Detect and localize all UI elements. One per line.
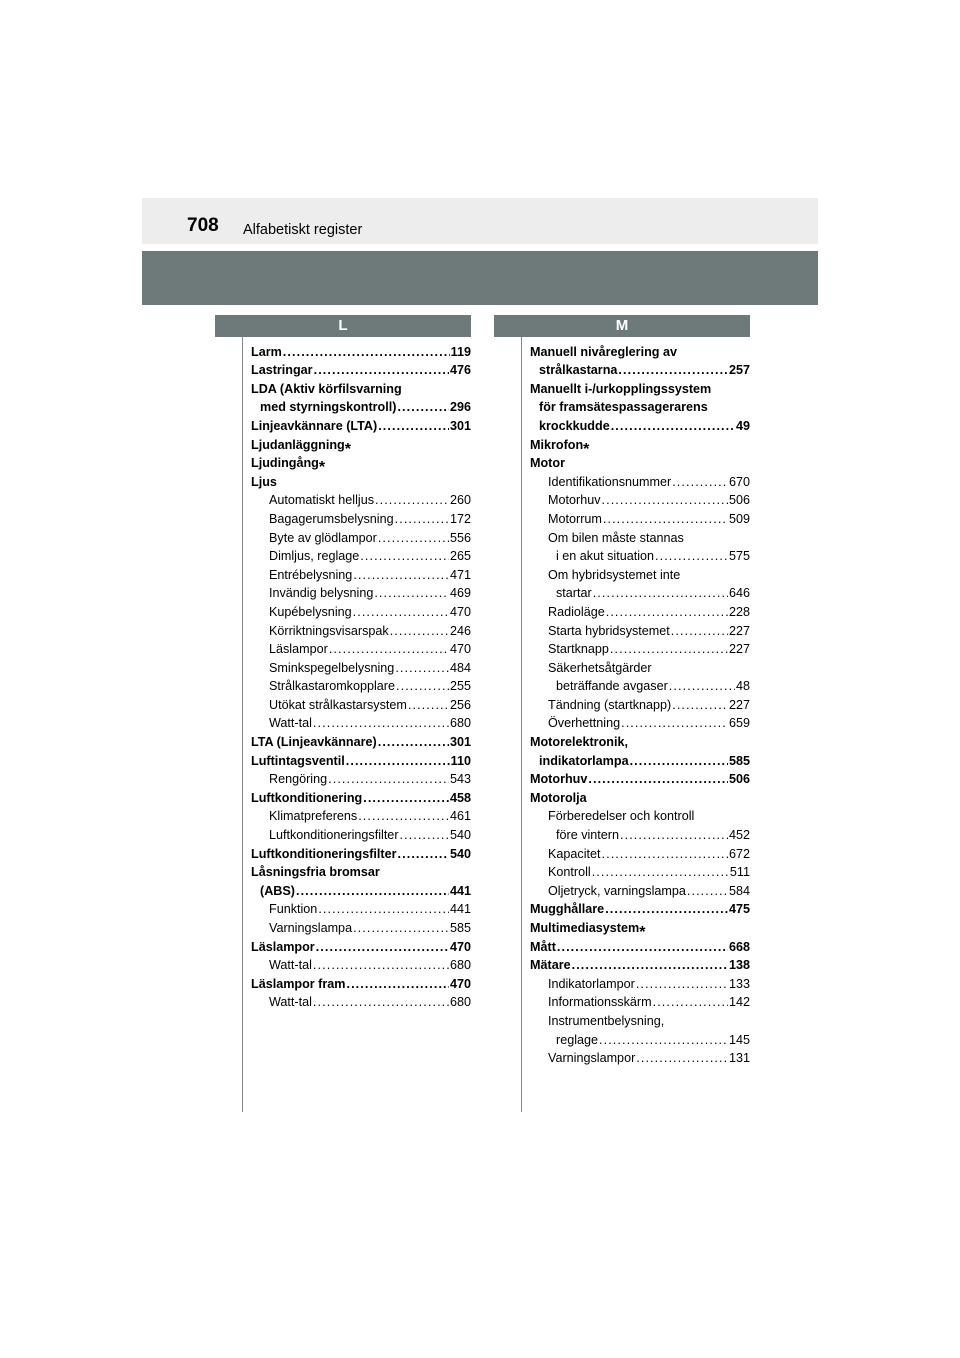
entry-term: Låsningsfria bromsar bbox=[251, 865, 380, 880]
entry-page-number: 469 bbox=[449, 586, 471, 601]
entry-page-number: 257 bbox=[728, 363, 750, 378]
index-entry bbox=[251, 749, 471, 768]
entry-term: Motorelektronik, bbox=[530, 735, 628, 750]
index-entry bbox=[530, 842, 750, 861]
entry-term: Multimediasystem bbox=[530, 921, 640, 935]
dot-leader bbox=[603, 512, 728, 526]
entry-page-number: 556 bbox=[449, 530, 471, 545]
dot-leader bbox=[557, 940, 728, 954]
dot-leader bbox=[572, 958, 728, 972]
index-entry bbox=[530, 675, 750, 694]
entry-term: Luftintagsventil bbox=[251, 753, 345, 768]
index-entry bbox=[251, 916, 471, 935]
entry-term: Säkerhetsåtgärder bbox=[548, 660, 652, 675]
dot-leader bbox=[395, 661, 449, 675]
entry-term: Klimatpreferens bbox=[269, 809, 358, 824]
index-entry bbox=[530, 972, 750, 991]
index-entry bbox=[251, 954, 471, 973]
dot-leader bbox=[593, 586, 728, 600]
index-entry bbox=[251, 861, 471, 880]
dot-leader bbox=[353, 921, 449, 935]
index-entry bbox=[530, 861, 750, 880]
entry-term: Motorhuv bbox=[548, 493, 601, 508]
dot-leader bbox=[602, 493, 728, 507]
entry-term: Manuell nivåreglering av bbox=[530, 344, 677, 359]
index-entry bbox=[251, 470, 471, 489]
index-entry bbox=[530, 898, 750, 917]
entry-page-number: 585 bbox=[449, 921, 471, 935]
index-entry bbox=[251, 656, 471, 675]
index-entry bbox=[530, 545, 750, 564]
entry-page-number: 584 bbox=[728, 883, 750, 898]
entry-page-number: 228 bbox=[728, 604, 750, 619]
dot-leader bbox=[397, 400, 449, 414]
index-entry bbox=[530, 991, 750, 1010]
dot-leader bbox=[313, 995, 449, 1009]
index-entry bbox=[530, 507, 750, 526]
dot-leader bbox=[296, 884, 449, 898]
entry-term: Kontroll bbox=[548, 865, 591, 880]
entry-term: Förberedelser och kontroll bbox=[548, 809, 695, 824]
index-entry bbox=[251, 526, 471, 545]
index-entry bbox=[530, 526, 750, 545]
entry-page-number: 260 bbox=[449, 493, 471, 508]
entry-term: Rengöring bbox=[269, 772, 328, 787]
entry-term: Mugghållare bbox=[530, 902, 605, 917]
dot-leader bbox=[378, 419, 449, 433]
entry-term: Läslampor bbox=[251, 939, 315, 954]
entry-page-number: 301 bbox=[449, 418, 471, 433]
entry-page-number: 680 bbox=[449, 716, 471, 731]
entry-page-number: 227 bbox=[728, 642, 750, 657]
dot-leader bbox=[313, 958, 449, 972]
dot-leader bbox=[375, 493, 449, 507]
dot-leader bbox=[611, 419, 735, 433]
entry-page-number: 133 bbox=[728, 976, 750, 991]
entry-term: Lastringar bbox=[251, 363, 313, 378]
dot-leader bbox=[374, 586, 449, 600]
entry-page-number: 506 bbox=[728, 493, 750, 508]
dot-leader bbox=[620, 828, 728, 842]
entry-term: (ABS) bbox=[260, 883, 295, 898]
entry-page-number: 470 bbox=[449, 976, 471, 991]
entry-term: Luftkonditioneringsfilter bbox=[251, 846, 397, 861]
index-entry bbox=[251, 377, 471, 396]
entry-page-number: 441 bbox=[449, 902, 471, 917]
entry-term: Om bilen måste stannas bbox=[548, 530, 684, 545]
dot-leader bbox=[606, 605, 728, 619]
index-entry bbox=[530, 954, 750, 973]
index-entry bbox=[530, 693, 750, 712]
dot-leader bbox=[358, 809, 449, 823]
index-entry: Multimediasystem * bbox=[530, 921, 646, 941]
index-entry bbox=[251, 675, 471, 694]
index-entry bbox=[251, 730, 471, 749]
dot-leader bbox=[592, 865, 729, 879]
entry-page-number: 461 bbox=[449, 809, 471, 824]
entry-term: Byte av glödlampor bbox=[269, 530, 377, 545]
index-entry bbox=[530, 656, 750, 675]
entry-term: Luftkonditioneringsfilter bbox=[269, 828, 399, 843]
index-entry bbox=[530, 879, 750, 898]
dot-leader bbox=[360, 549, 449, 563]
entry-term: Invändig belysning bbox=[269, 586, 374, 601]
entry-term: Mätare bbox=[530, 958, 571, 973]
index-entry bbox=[530, 749, 750, 768]
index-column-l bbox=[251, 340, 471, 1009]
index-entry bbox=[251, 582, 471, 601]
index-entry: Mikrofon * bbox=[530, 437, 590, 458]
dot-leader bbox=[328, 772, 449, 786]
entry-term: Luftkonditionering bbox=[251, 790, 363, 805]
entry-term: strålkastarna bbox=[539, 363, 618, 378]
entry-page-number: 476 bbox=[449, 363, 471, 378]
entry-page-number: 470 bbox=[449, 604, 471, 619]
dot-leader bbox=[602, 847, 728, 861]
dot-leader bbox=[672, 698, 728, 712]
dot-leader bbox=[353, 568, 449, 582]
index-entry bbox=[251, 638, 471, 657]
index-entry bbox=[251, 359, 471, 378]
entry-term: indikatorlampa bbox=[539, 753, 629, 768]
index-column-m bbox=[530, 340, 750, 1065]
entry-term: Utökat strålkastarsystem bbox=[269, 697, 407, 712]
entry-term: startar bbox=[556, 586, 592, 601]
entry-term: före vintern bbox=[556, 828, 619, 843]
dot-leader bbox=[636, 1051, 728, 1065]
entry-page-number: 265 bbox=[449, 549, 471, 564]
entry-term: Motorhuv bbox=[530, 772, 588, 787]
entry-page-number: 452 bbox=[728, 828, 750, 843]
dot-leader bbox=[378, 735, 449, 749]
entry-term: Varningslampa bbox=[269, 921, 353, 935]
dot-leader bbox=[630, 754, 728, 768]
dot-leader bbox=[396, 679, 449, 693]
index-entry: Ljudanläggning * bbox=[251, 437, 351, 458]
index-entry bbox=[530, 600, 750, 619]
index-entry bbox=[530, 452, 750, 471]
entry-page-number: 227 bbox=[728, 623, 750, 638]
dot-leader bbox=[669, 679, 735, 693]
entry-term: Manuellt i-/urkopplingssystem bbox=[530, 381, 712, 396]
index-entry bbox=[530, 414, 750, 433]
entry-term: Starta hybridsystemet bbox=[548, 623, 670, 638]
entry-page-number: 543 bbox=[449, 772, 471, 787]
entry-page-number: 49 bbox=[735, 418, 750, 433]
page-number: 708 bbox=[187, 215, 219, 236]
entry-page-number: 301 bbox=[449, 735, 471, 750]
entry-page-number: 668 bbox=[728, 939, 750, 954]
column-divider bbox=[242, 337, 243, 1112]
dot-leader bbox=[672, 475, 728, 489]
index-entry bbox=[530, 582, 750, 601]
section-title: Alfabetiskt register bbox=[243, 222, 363, 238]
letter-heading-m: M bbox=[494, 315, 750, 337]
index-entry bbox=[251, 340, 471, 359]
entry-page-number: 540 bbox=[449, 828, 471, 843]
entry-page-number: 646 bbox=[728, 586, 750, 601]
entry-page-number: 458 bbox=[449, 790, 471, 805]
dot-leader bbox=[283, 345, 450, 359]
entry-term: Om hybridsystemet inte bbox=[548, 567, 681, 582]
index-entry bbox=[530, 359, 750, 378]
index-entry bbox=[251, 507, 471, 526]
dot-leader bbox=[588, 772, 728, 786]
index-entry bbox=[251, 972, 471, 991]
entry-page-number: 131 bbox=[728, 1051, 750, 1066]
letter-heading-l: L bbox=[215, 315, 471, 337]
dot-leader bbox=[390, 624, 449, 638]
entry-page-number: 672 bbox=[728, 846, 750, 861]
index-entry bbox=[251, 786, 471, 805]
entry-term: Automatiskt helljus bbox=[269, 493, 374, 508]
entry-term: Entrébelysning bbox=[269, 567, 353, 582]
index-entry bbox=[530, 563, 750, 582]
entry-page-number: 670 bbox=[728, 474, 750, 489]
index-entry bbox=[251, 768, 471, 787]
entry-page-number: 506 bbox=[728, 772, 750, 787]
index-entry bbox=[530, 730, 750, 749]
entry-page-number: 475 bbox=[728, 902, 750, 917]
entry-term: LDA (Aktiv körfilsvarning bbox=[251, 381, 402, 396]
entry-page-number: 540 bbox=[449, 846, 471, 861]
index-entry bbox=[251, 563, 471, 582]
dot-leader bbox=[346, 977, 449, 991]
index-entry bbox=[530, 1047, 750, 1066]
entry-term: beträffande avgaser bbox=[556, 679, 668, 694]
entry-term: LTA (Linjeavkännare) bbox=[251, 735, 377, 750]
index-entry bbox=[530, 712, 750, 731]
index-entry bbox=[251, 991, 471, 1010]
entry-page-number: 256 bbox=[449, 697, 471, 712]
index-entry bbox=[251, 414, 471, 433]
entry-term: Watt-tal bbox=[269, 716, 312, 731]
entry-term: Motorrum bbox=[548, 511, 602, 526]
index-entry bbox=[251, 879, 471, 898]
dot-leader bbox=[653, 995, 728, 1009]
entry-term: Bagagerumsbelysning bbox=[269, 511, 394, 526]
entry-term: Läslampor bbox=[269, 642, 328, 657]
entry-page-number: 441 bbox=[449, 883, 471, 898]
entry-page-number: 145 bbox=[728, 1032, 750, 1047]
entry-term: Linjeavkännare (LTA) bbox=[251, 418, 378, 433]
entry-page-number: 511 bbox=[729, 865, 750, 880]
entry-page-number: 172 bbox=[449, 511, 471, 526]
entry-term: Strålkastaromkopplare bbox=[269, 679, 395, 694]
dot-leader bbox=[363, 791, 449, 805]
dot-leader bbox=[610, 642, 728, 656]
dot-leader bbox=[314, 363, 449, 377]
entry-term: Kupébelysning bbox=[269, 604, 352, 619]
entry-page-number: 509 bbox=[728, 511, 750, 526]
entry-page-number: 296 bbox=[449, 400, 471, 415]
entry-term: Ljudingång bbox=[251, 456, 319, 471]
entry-page-number: 142 bbox=[728, 995, 750, 1010]
index-entry bbox=[251, 935, 471, 954]
dot-leader bbox=[599, 1033, 728, 1047]
index-entry bbox=[251, 805, 471, 824]
index-entry bbox=[251, 842, 471, 861]
index-entry bbox=[251, 600, 471, 619]
entry-term: Tändning (startknapp) bbox=[548, 697, 672, 712]
index-entry bbox=[530, 377, 750, 396]
dot-leader bbox=[671, 624, 728, 638]
entry-term: Överhettning bbox=[548, 716, 621, 731]
entry-term: Watt-tal bbox=[269, 958, 312, 973]
dot-leader bbox=[398, 847, 449, 861]
entry-term: Körriktningsvisarspak bbox=[269, 623, 389, 638]
entry-term: Mått bbox=[530, 939, 556, 954]
entry-term: Motorolja bbox=[530, 790, 587, 805]
index-entry: Ljudingång * bbox=[251, 456, 326, 477]
index-entry bbox=[530, 470, 750, 489]
entry-page-number: 470 bbox=[449, 642, 471, 657]
entry-page-number: 48 bbox=[735, 679, 750, 694]
dot-leader bbox=[687, 884, 728, 898]
dot-leader bbox=[346, 754, 450, 768]
index-entry bbox=[530, 786, 750, 805]
entry-term: i en akut situation bbox=[556, 549, 655, 564]
dot-leader bbox=[378, 531, 449, 545]
index-entry bbox=[530, 823, 750, 842]
index-entry bbox=[251, 712, 471, 731]
entry-term: Läslampor fram bbox=[251, 976, 346, 991]
index-entry bbox=[251, 396, 471, 415]
dot-leader bbox=[618, 363, 728, 377]
entry-term: Funktion bbox=[269, 902, 318, 917]
entry-term: Oljetryck, varningslampa bbox=[548, 883, 686, 898]
index-entry bbox=[530, 768, 750, 787]
entry-page-number: 138 bbox=[728, 958, 750, 973]
entry-term: Radioläge bbox=[548, 604, 605, 619]
index-entry bbox=[530, 638, 750, 657]
decorative-band bbox=[142, 251, 818, 305]
entry-term: Ljus bbox=[251, 474, 277, 489]
entry-page-number: 246 bbox=[449, 623, 471, 638]
index-entry bbox=[530, 489, 750, 508]
dot-leader bbox=[621, 716, 728, 730]
entry-page-number: 471 bbox=[449, 567, 471, 582]
entry-term: Identifikationsnummer bbox=[548, 474, 672, 489]
entry-term: Watt-tal bbox=[269, 995, 312, 1010]
entry-term: Kapacitet bbox=[548, 846, 601, 861]
index-entry bbox=[530, 1009, 750, 1028]
index-entry bbox=[251, 489, 471, 508]
dot-leader bbox=[636, 977, 728, 991]
entry-term: reglage bbox=[556, 1032, 599, 1047]
entry-page-number: 227 bbox=[728, 697, 750, 712]
entry-term: Mikrofon bbox=[530, 437, 584, 452]
entry-term: krockkudde bbox=[539, 418, 610, 433]
entry-page-number: 680 bbox=[449, 958, 471, 973]
entry-term: Motor bbox=[530, 456, 565, 471]
index-entry bbox=[251, 619, 471, 638]
dot-leader bbox=[395, 512, 449, 526]
entry-term: med styrningskontroll) bbox=[260, 400, 397, 415]
entry-page-number: 575 bbox=[728, 549, 750, 564]
entry-page-number: 470 bbox=[449, 939, 471, 954]
entry-term: Sminkspegelbelysning bbox=[269, 660, 395, 675]
entry-term: Ljudanläggning bbox=[251, 437, 345, 452]
index-entry bbox=[251, 898, 471, 917]
entry-term: Indikatorlampor bbox=[548, 976, 635, 991]
dot-leader bbox=[313, 716, 449, 730]
entry-page-number: 110 bbox=[450, 753, 471, 768]
dot-leader bbox=[318, 902, 449, 916]
index-entry bbox=[251, 693, 471, 712]
entry-term: Varningslampor bbox=[548, 1051, 636, 1066]
dot-leader bbox=[329, 642, 449, 656]
dot-leader bbox=[400, 828, 449, 842]
entry-term: Startknapp bbox=[548, 642, 609, 657]
dot-leader bbox=[408, 698, 449, 712]
index-entry bbox=[530, 1028, 750, 1047]
dot-leader bbox=[353, 605, 449, 619]
entry-page-number: 119 bbox=[450, 344, 471, 359]
entry-term: för framsätespassagerarens bbox=[539, 400, 708, 415]
entry-term: Instrumentbelysning, bbox=[548, 1013, 665, 1028]
entry-term: Informationsskärm bbox=[548, 995, 652, 1010]
entry-page-number: 484 bbox=[449, 660, 471, 675]
column-divider bbox=[521, 337, 522, 1112]
index-entry bbox=[530, 619, 750, 638]
index-entry bbox=[530, 805, 750, 824]
dot-leader bbox=[316, 940, 449, 954]
dot-leader bbox=[605, 902, 728, 916]
entry-page-number: 680 bbox=[449, 995, 471, 1010]
entry-term: Dimljus, reglage bbox=[269, 549, 360, 564]
entry-page-number: 659 bbox=[728, 716, 750, 731]
entry-term: Larm bbox=[251, 344, 282, 359]
index-entry bbox=[251, 545, 471, 564]
index-entry bbox=[251, 823, 471, 842]
index-entry bbox=[530, 340, 750, 359]
entry-page-number: 255 bbox=[449, 679, 471, 694]
entry-page-number: 585 bbox=[728, 753, 750, 768]
index-entry bbox=[530, 396, 750, 415]
dot-leader bbox=[655, 549, 728, 563]
